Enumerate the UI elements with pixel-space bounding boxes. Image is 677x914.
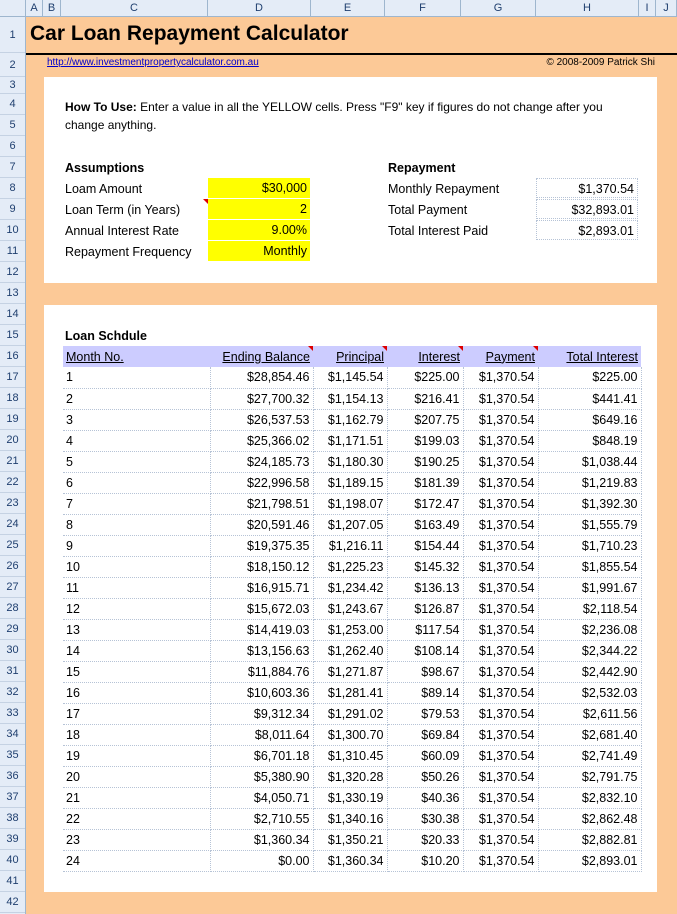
table-row — [63, 514, 641, 535]
row-header[interactable]: 31 — [0, 661, 25, 682]
table-cell[interactable]: 21 — [63, 787, 210, 808]
row-header[interactable]: 42 — [0, 892, 25, 913]
table-cell[interactable]: $1,370.54 — [463, 430, 538, 451]
table-cell[interactable]: $1,234.42 — [313, 577, 387, 598]
table-cell[interactable]: $1,207.05 — [313, 514, 387, 535]
table-cell[interactable]: 16 — [63, 682, 210, 703]
table-cell[interactable]: $1,555.79 — [538, 514, 641, 535]
table-cell[interactable]: 7 — [63, 493, 210, 514]
table-cell[interactable]: $154.44 — [387, 535, 463, 556]
table-row — [63, 619, 641, 640]
column-header[interactable]: H — [536, 0, 639, 16]
row-header[interactable]: 30 — [0, 640, 25, 661]
column-header[interactable]: B — [43, 0, 61, 16]
row-header[interactable]: 16 — [0, 346, 25, 367]
table-cell[interactable]: $1,171.51 — [313, 430, 387, 451]
table-cell[interactable]: 4 — [63, 430, 210, 451]
table-cell[interactable]: 11 — [63, 577, 210, 598]
table-row — [63, 787, 641, 808]
row-header[interactable]: 2 — [0, 53, 25, 77]
assumption-label: Loan Term (in Years) — [65, 203, 181, 217]
table-cell[interactable]: $1,320.28 — [313, 766, 387, 787]
repayment-header: Repayment — [388, 161, 456, 175]
table-row — [63, 409, 641, 430]
table-cell[interactable]: $1,370.54 — [463, 556, 538, 577]
table-row — [63, 556, 641, 577]
table-cell[interactable]: $1,189.15 — [313, 472, 387, 493]
table-cell[interactable]: $190.25 — [387, 451, 463, 472]
table-row — [63, 640, 641, 661]
table-cell[interactable]: $1,370.54 — [463, 682, 538, 703]
table-cell[interactable]: $108.14 — [387, 640, 463, 661]
table-cell[interactable]: $2,710.55 — [210, 808, 313, 829]
table-cell[interactable]: $1,271.87 — [313, 661, 387, 682]
interest-rate-input[interactable]: 9.00% — [208, 220, 310, 240]
schedule-header: Loan Schdule — [65, 329, 147, 343]
table-cell[interactable]: 12 — [63, 598, 210, 619]
table-cell[interactable]: $5,380.90 — [210, 766, 313, 787]
repayment-label: Total Payment — [388, 203, 468, 217]
row-header[interactable]: 24 — [0, 514, 25, 535]
row-header[interactable]: 10 — [0, 220, 25, 241]
total-payment-value[interactable]: $32,893.01 — [536, 199, 638, 219]
row-header[interactable]: 5 — [0, 115, 25, 136]
table-cell[interactable]: $199.03 — [387, 430, 463, 451]
table-cell[interactable]: $1,340.16 — [313, 808, 387, 829]
table-cell[interactable]: 9 — [63, 535, 210, 556]
table-cell[interactable]: $225.00 — [387, 367, 463, 388]
table-cell[interactable]: $1,300.70 — [313, 724, 387, 745]
table-cell[interactable]: $1,855.54 — [538, 556, 641, 577]
table-cell[interactable]: $2,681.40 — [538, 724, 641, 745]
loan-amount-input[interactable]: $30,000 — [208, 178, 310, 198]
table-cell[interactable]: $1,360.34 — [210, 829, 313, 850]
table-cell[interactable]: $2,791.75 — [538, 766, 641, 787]
table-cell[interactable]: $18,150.12 — [210, 556, 313, 577]
table-cell[interactable]: $1,198.07 — [313, 493, 387, 514]
row-header[interactable]: 8 — [0, 178, 25, 199]
how-to-body: Enter a value in all the YELLOW cells. Press "F9" key if figures do not change after you change anything. — [65, 100, 603, 132]
table-cell[interactable]: $28,854.46 — [210, 367, 313, 388]
table-row — [63, 724, 641, 745]
table-cell[interactable]: 10 — [63, 556, 210, 577]
row-header[interactable]: 21 — [0, 451, 25, 472]
row-header[interactable]: 6 — [0, 136, 25, 157]
column-header[interactable]: D — [208, 0, 311, 16]
table-cell[interactable]: $2,118.54 — [538, 598, 641, 619]
row-header[interactable]: 17 — [0, 367, 25, 388]
table-cell[interactable]: $1,330.19 — [313, 787, 387, 808]
table-cell[interactable]: 19 — [63, 745, 210, 766]
table-cell[interactable]: $1,162.79 — [313, 409, 387, 430]
table-cell[interactable]: $1,370.54 — [463, 766, 538, 787]
repayment-label: Total Interest Paid — [388, 224, 489, 238]
table-cell[interactable]: $89.14 — [387, 682, 463, 703]
row-header[interactable]: 20 — [0, 430, 25, 451]
table-cell[interactable]: $1,370.54 — [463, 829, 538, 850]
table-row — [63, 850, 641, 871]
repayment-frequency-input[interactable]: Monthly — [208, 241, 310, 261]
column-heading[interactable] — [387, 346, 463, 367]
table-cell[interactable]: $20,591.46 — [210, 514, 313, 535]
table-cell[interactable]: $1,262.40 — [313, 640, 387, 661]
row-header[interactable]: 35 — [0, 745, 25, 766]
column-heading[interactable] — [463, 346, 538, 367]
table-cell[interactable]: $30.38 — [387, 808, 463, 829]
table-cell[interactable]: $14,419.03 — [210, 619, 313, 640]
table-cell[interactable]: $0.00 — [210, 850, 313, 871]
table-cell[interactable]: 18 — [63, 724, 210, 745]
table-row — [63, 367, 641, 388]
table-cell[interactable]: $2,532.03 — [538, 682, 641, 703]
table-cell[interactable]: $2,882.81 — [538, 829, 641, 850]
assumption-label: Annual Interest Rate — [65, 224, 179, 238]
table-cell[interactable]: $848.19 — [538, 430, 641, 451]
table-cell[interactable]: $6,701.18 — [210, 745, 313, 766]
table-cell[interactable]: $1,370.54 — [463, 472, 538, 493]
table-cell[interactable]: $1,370.54 — [463, 787, 538, 808]
row-header[interactable]: 14 — [0, 304, 25, 325]
table-cell[interactable]: 13 — [63, 619, 210, 640]
table-cell[interactable]: $2,893.01 — [538, 850, 641, 871]
table-cell[interactable]: $11,884.76 — [210, 661, 313, 682]
row-header[interactable]: 4 — [0, 94, 25, 115]
table-cell[interactable]: $1,370.54 — [463, 808, 538, 829]
row-header[interactable]: 29 — [0, 619, 25, 640]
table-cell[interactable]: $50.26 — [387, 766, 463, 787]
table-cell[interactable]: $181.39 — [387, 472, 463, 493]
table-cell[interactable]: $22,996.58 — [210, 472, 313, 493]
table-cell[interactable]: $69.84 — [387, 724, 463, 745]
table-cell[interactable]: 2 — [63, 388, 210, 409]
column-header[interactable]: I — [639, 0, 656, 16]
row-header[interactable]: 23 — [0, 493, 25, 514]
table-row — [63, 829, 641, 850]
table-cell[interactable]: $2,862.48 — [538, 808, 641, 829]
loan-term-input[interactable]: 2 — [208, 199, 310, 219]
table-cell[interactable]: 5 — [63, 451, 210, 472]
table-cell[interactable]: 6 — [63, 472, 210, 493]
column-header[interactable]: J — [656, 0, 677, 16]
table-row — [63, 682, 641, 703]
table-cell[interactable]: $98.67 — [387, 661, 463, 682]
table-cell[interactable]: $25,366.02 — [210, 430, 313, 451]
table-row — [63, 808, 641, 829]
column-heading[interactable] — [210, 346, 313, 367]
table-row — [63, 451, 641, 472]
table-cell[interactable]: $1,360.34 — [313, 850, 387, 871]
table-cell[interactable]: $1,370.54 — [463, 640, 538, 661]
table-cell[interactable]: $16,915.71 — [210, 577, 313, 598]
how-to-text — [65, 98, 645, 134]
row-header[interactable]: 12 — [0, 262, 25, 283]
table-cell[interactable]: $1,370.54 — [463, 493, 538, 514]
row-header[interactable]: 39 — [0, 829, 25, 850]
column-header-bar — [0, 0, 677, 17]
table-cell[interactable]: $1,038.44 — [538, 451, 641, 472]
column-header[interactable]: F — [385, 0, 461, 16]
table-row — [63, 430, 641, 451]
table-cell[interactable]: $27,700.32 — [210, 388, 313, 409]
table-cell[interactable]: $1,253.00 — [313, 619, 387, 640]
row-header[interactable]: 40 — [0, 850, 25, 871]
table-row — [63, 535, 641, 556]
loan-schedule-table — [63, 346, 642, 872]
table-cell[interactable]: $1,219.83 — [538, 472, 641, 493]
table-cell[interactable]: $1,370.54 — [463, 577, 538, 598]
table-cell[interactable]: $1,154.13 — [313, 388, 387, 409]
row-header[interactable]: 41 — [0, 871, 25, 892]
table-cell[interactable]: $126.87 — [387, 598, 463, 619]
assumption-label: Repayment Frequency — [65, 245, 192, 259]
page-title: Car Loan Repayment Calculator — [30, 22, 349, 45]
table-cell[interactable]: $1,370.54 — [463, 409, 538, 430]
row-header[interactable]: 13 — [0, 283, 25, 304]
table-cell[interactable]: $1,392.30 — [538, 493, 641, 514]
table-cell[interactable]: $4,050.71 — [210, 787, 313, 808]
table-cell[interactable]: $145.32 — [387, 556, 463, 577]
table-cell[interactable]: $1,370.54 — [463, 703, 538, 724]
total-interest-value[interactable]: $2,893.01 — [536, 220, 638, 240]
row-header[interactable]: 27 — [0, 577, 25, 598]
row-header[interactable]: 34 — [0, 724, 25, 745]
table-cell[interactable]: $136.13 — [387, 577, 463, 598]
monthly-repayment-value[interactable]: $1,370.54 — [536, 178, 638, 198]
row-header[interactable]: 26 — [0, 556, 25, 577]
table-row — [63, 577, 641, 598]
column-heading[interactable] — [313, 346, 387, 367]
row-header-bar — [0, 17, 26, 914]
table-cell[interactable]: $10,603.36 — [210, 682, 313, 703]
table-cell[interactable]: 24 — [63, 850, 210, 871]
table-cell[interactable]: $19,375.35 — [210, 535, 313, 556]
table-cell[interactable]: $1,370.54 — [463, 661, 538, 682]
table-cell[interactable]: $15,672.03 — [210, 598, 313, 619]
table-cell[interactable]: $1,370.54 — [463, 850, 538, 871]
row-header[interactable]: 37 — [0, 787, 25, 808]
table-cell[interactable]: $1,243.67 — [313, 598, 387, 619]
row-header[interactable]: 33 — [0, 703, 25, 724]
table-row — [63, 766, 641, 787]
table-cell[interactable]: $1,281.41 — [313, 682, 387, 703]
copyright-text: © 2008-2009 Patrick Shi — [546, 57, 655, 68]
table-cell[interactable]: 17 — [63, 703, 210, 724]
table-cell[interactable]: 23 — [63, 829, 210, 850]
table-cell[interactable]: $8,011.64 — [210, 724, 313, 745]
table-cell[interactable]: $1,370.54 — [463, 724, 538, 745]
table-cell[interactable]: 20 — [63, 766, 210, 787]
column-header[interactable]: A — [26, 0, 43, 16]
table-row — [63, 703, 641, 724]
table-cell[interactable]: 8 — [63, 514, 210, 535]
assumptions-header: Assumptions — [65, 161, 145, 175]
table-cell[interactable]: $207.75 — [387, 409, 463, 430]
table-row — [63, 493, 641, 514]
table-cell[interactable]: $1,710.23 — [538, 535, 641, 556]
table-cell[interactable]: $2,832.10 — [538, 787, 641, 808]
website-link[interactable]: http://www.investmentpropertycalculator.com.au — [47, 57, 259, 68]
table-cell[interactable]: $21,798.51 — [210, 493, 313, 514]
table-row — [63, 472, 641, 493]
table-cell[interactable]: $1,370.54 — [463, 451, 538, 472]
table-cell[interactable]: 3 — [63, 409, 210, 430]
table-cell[interactable]: $2,344.22 — [538, 640, 641, 661]
row-header[interactable]: 36 — [0, 766, 25, 787]
row-header[interactable]: 1 — [0, 17, 25, 53]
table-cell[interactable]: $172.47 — [387, 493, 463, 514]
table-cell[interactable]: $9,312.34 — [210, 703, 313, 724]
table-cell[interactable]: $2,236.08 — [538, 619, 641, 640]
table-cell[interactable]: $13,156.63 — [210, 640, 313, 661]
table-cell[interactable]: $20.33 — [387, 829, 463, 850]
how-to-label: How To Use: — [65, 100, 137, 114]
row-header[interactable]: 9 — [0, 199, 25, 220]
table-cell[interactable]: $225.00 — [538, 367, 641, 388]
table-cell[interactable]: 14 — [63, 640, 210, 661]
column-heading-text: Payment — [485, 349, 535, 364]
table-cell[interactable]: $24,185.73 — [210, 451, 313, 472]
table-cell[interactable]: $1,991.67 — [538, 577, 641, 598]
table-cell[interactable]: 22 — [63, 808, 210, 829]
comment-marker-icon — [203, 199, 208, 204]
table-cell[interactable]: $163.49 — [387, 514, 463, 535]
table-cell[interactable]: $1,180.30 — [313, 451, 387, 472]
column-heading-text: Interest — [418, 349, 460, 364]
table-row — [63, 598, 641, 619]
row-header[interactable]: 25 — [0, 535, 25, 556]
table-cell[interactable]: $1,291.02 — [313, 703, 387, 724]
table-cell[interactable]: $79.53 — [387, 703, 463, 724]
table-cell[interactable]: $1,310.45 — [313, 745, 387, 766]
table-cell[interactable]: $1,370.54 — [463, 367, 538, 388]
table-cell[interactable]: $1,370.54 — [463, 388, 538, 409]
row-header[interactable]: 18 — [0, 388, 25, 409]
table-cell[interactable]: $26,537.53 — [210, 409, 313, 430]
table-cell[interactable]: $1,216.11 — [313, 535, 387, 556]
row-header[interactable]: 3 — [0, 77, 25, 94]
row-header[interactable]: 15 — [0, 325, 25, 346]
table-cell[interactable]: $2,611.56 — [538, 703, 641, 724]
title-divider — [26, 53, 677, 55]
table-cell[interactable]: $1,225.23 — [313, 556, 387, 577]
table-cell[interactable]: $60.09 — [387, 745, 463, 766]
row-header[interactable]: 7 — [0, 157, 25, 178]
column-heading-text: Ending Balance — [222, 349, 310, 364]
row-header[interactable]: 38 — [0, 808, 25, 829]
table-cell[interactable]: $117.54 — [387, 619, 463, 640]
row-header[interactable]: 32 — [0, 682, 25, 703]
assumption-label: Loam Amount — [65, 182, 143, 196]
select-all-corner[interactable] — [0, 0, 26, 16]
table-cell[interactable]: $1,145.54 — [313, 367, 387, 388]
table-cell[interactable]: $1,370.54 — [463, 598, 538, 619]
column-header[interactable]: G — [461, 0, 536, 16]
row-header[interactable]: 11 — [0, 241, 25, 262]
table-row — [63, 661, 641, 682]
table-cell[interactable]: 1 — [63, 367, 210, 388]
table-cell[interactable]: $2,442.90 — [538, 661, 641, 682]
row-header[interactable]: 19 — [0, 409, 25, 430]
table-cell[interactable]: $216.41 — [387, 388, 463, 409]
table-cell[interactable]: $1,370.54 — [463, 514, 538, 535]
table-row — [63, 745, 641, 766]
table-cell[interactable]: $1,350.21 — [313, 829, 387, 850]
table-row — [63, 388, 641, 409]
table-cell[interactable]: $1,370.54 — [463, 619, 538, 640]
table-cell[interactable]: $649.16 — [538, 409, 641, 430]
column-heading[interactable]: Month No. — [63, 346, 210, 367]
column-header[interactable]: E — [311, 0, 385, 16]
table-cell[interactable]: $1,370.54 — [463, 535, 538, 556]
table-cell[interactable]: $441.41 — [538, 388, 641, 409]
table-cell[interactable]: 15 — [63, 661, 210, 682]
column-heading[interactable]: Total Interest — [538, 346, 641, 367]
column-heading-text: Principal — [336, 349, 384, 364]
table-cell[interactable]: $10.20 — [387, 850, 463, 871]
repayment-label: Monthly Repayment — [388, 182, 500, 196]
row-header[interactable]: 28 — [0, 598, 25, 619]
column-header[interactable]: C — [61, 0, 208, 16]
row-header[interactable]: 22 — [0, 472, 25, 493]
table-cell[interactable]: $1,370.54 — [463, 745, 538, 766]
table-header-row — [63, 346, 641, 367]
table-cell[interactable]: $2,741.49 — [538, 745, 641, 766]
table-cell[interactable]: $40.36 — [387, 787, 463, 808]
